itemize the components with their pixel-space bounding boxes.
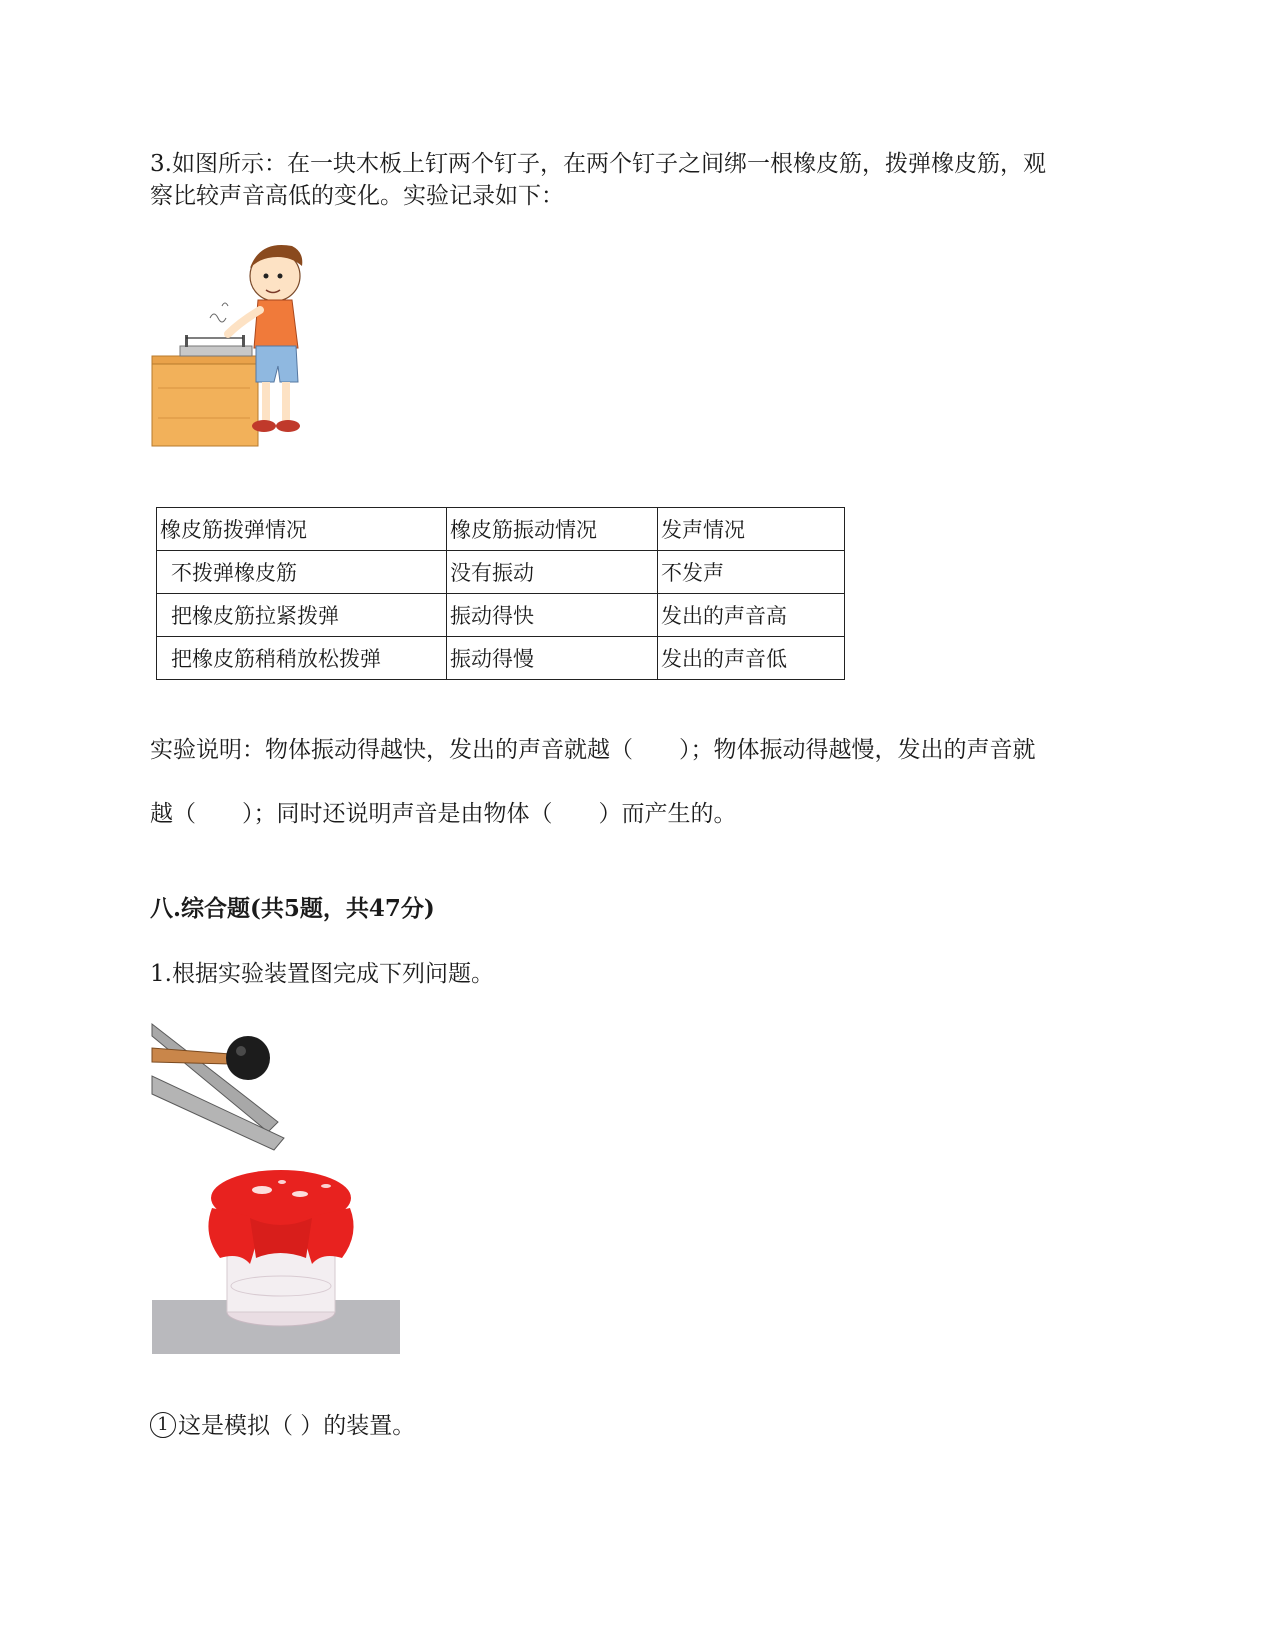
table-header-cell: 橡皮筋拨弹情况 [157, 508, 447, 551]
table-row [157, 637, 845, 680]
tuning-fork-jar-figure [150, 1018, 402, 1356]
table-cell: 不拨弹橡皮筋 [157, 551, 447, 594]
table-cell: 发出的声音高 [658, 594, 845, 637]
boy-plucking-rubber-band-figure [150, 238, 310, 448]
explanation-line-2: 越（ ）；同时还说明声音是由物体（ ）而产生的。 [150, 801, 737, 827]
table-cell: 振动得慢 [447, 637, 658, 680]
experiment-record-table [156, 507, 845, 680]
table-cell: 发出的声音低 [658, 637, 845, 680]
table-header-row [157, 508, 845, 551]
table-row [157, 551, 845, 594]
table-cell: 把橡皮筋拉紧拨弹 [157, 594, 447, 637]
q3-line-1: 3.如图所示：在一块木板上钉两个钉子，在两个钉子之间绑一根橡皮筋，拨弹橡皮筋，观 [150, 151, 1046, 177]
explanation-line-1: 实验说明：物体振动得越快，发出的声音就越（ ）；物体振动得越慢，发出的声音就 [150, 737, 1036, 763]
q1-text: 1.根据实验装置图完成下列问题。 [150, 961, 494, 987]
table-header-cell: 橡皮筋振动情况 [447, 508, 658, 551]
table-header-cell: 发声情况 [658, 508, 845, 551]
table-cell: 把橡皮筋稍稍放松拨弹 [157, 637, 447, 680]
table-cell: 没有振动 [447, 551, 658, 594]
table-cell: 不发声 [658, 551, 845, 594]
section-heading: 八.综合题(共5题，共47分) [150, 895, 435, 922]
q3-line-2: 察比较声音高低的变化。实验记录如下： [150, 183, 564, 209]
sub-question-1 [150, 1410, 415, 1442]
circled-number-marker: 1 [150, 1412, 176, 1438]
sub-question-1-text: 这是模拟（ ）的装置。 [178, 1413, 416, 1439]
table-cell: 振动得快 [447, 594, 658, 637]
table-row [157, 594, 845, 637]
